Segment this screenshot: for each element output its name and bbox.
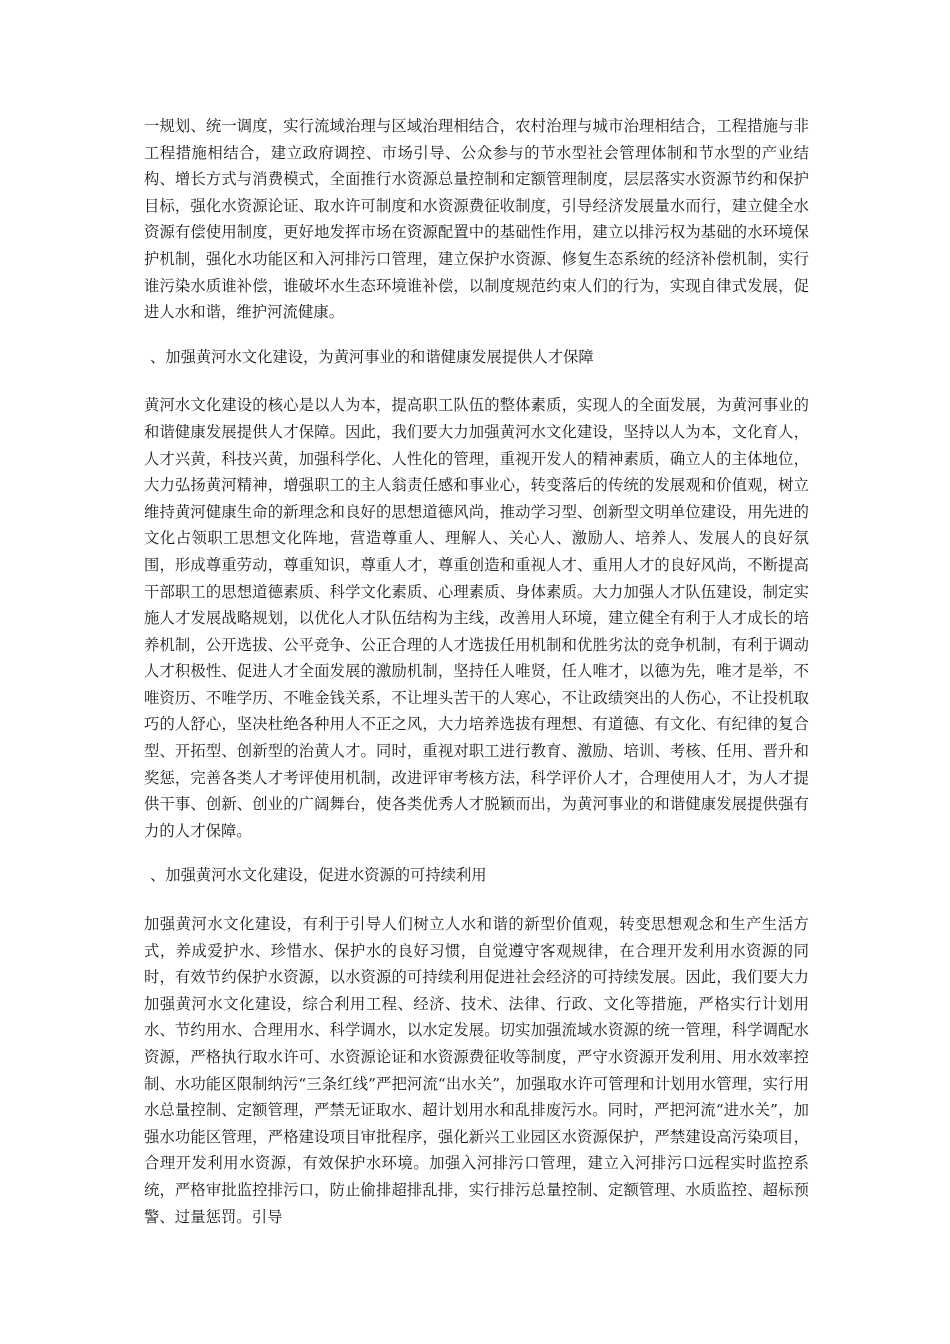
spacer (144, 370, 809, 392)
document-page (144, 113, 809, 1230)
section-heading-talent: 、加强黄河水文化建设，为黄河事业的和谐健康发展提供人才保障 (150, 347, 594, 366)
spacer (144, 844, 809, 862)
paragraph-talent: 黄河水文化建设的核心是以人为本，提高职工队伍的整体素质，实现人的全面发展，为黄河事业的和谐健康发展提供人才保障。因此，我们要大力加强黄河水文化建设，坚持以人为本，文化育人，人才兴黄，科技兴黄，加强科学化、人性化的管理，重视开发人的精神素质，确立人的主体地位，大力弘扬黄河精神，增强职工的主人翁责任感和事业心，转变落后的传统的发展观和价值观，树立维持黄河健康生命的新理念和良好的思想道德风尚，推动学习型、创新型文明单位建设，用先进的文化占领职工思想文化阵地，营造尊重人、理解人、关心人、激励人、培养人、发展人的良好氛围，形成尊重劳动，尊重知识，尊重人才，尊重创造和重视人才、重用人才的良好风尚，不断提高干部职工的思想道德素质、科学文化素质、心理素质、身体素质。大力加强人才队伍建设，制定实施人才发展战略规划，以优化人才队伍结构为主线，改善用人环境，建立健全有利于人才成长的培养机制，公开选拔、公平竞争、公正合理的人才选拔任用机制和优胜劣汰的竞争机制，有利于调动人才积极性、促进人才全面发展的激励机制，坚持任人唯贤，任人唯才，以德为先，唯才是举，不唯资历、不唯学历、不唯金钱关系，不让埋头苦干的人寒心，不让政绩突出的人伤心，不让投机取巧的人舒心，坚决杜绝各种用人不正之风，大力培养选拔有理想、有道德、有文化、有纪律的复合型、开拓型、创新型的治黄人才。同时，重视对职工进行教育、激励、培训、考核、任用、晋升和奖惩，完善各类人才考评使用机制，改进评审考核方法，科学评价人才，合理使用人才，为人才提供干事、创新、创业的广阔舞台，使各类优秀人才脱颖而出，为黄河事业的和谐健康发展提供强有力的人才保障。 (144, 396, 809, 840)
paragraph-water-resources: 加强黄河水文化建设，有利于引导人们树立人水和谐的新型价值观，转变思想观念和生产生活方式，养成爱护水、珍惜水、保护水的良好习惯，自觉遵守客观规律，在合理开发利用水资源的同时，有效节约保护水资源，以水资源的可持续利用促进社会经济的可持续发展。因此，我们要大力加强黄河水文化建设，综合利用工程、经济、技术、法律、行政、文化等措施，严格实行计划用水、节约用水、合理用水、科学调水，以水定发展。切实加强流域水资源的统一管理，科学调配水资源，严格执行取水许可、水资源论证和水资源费征收等制度，严守水资源开发利用、用水效率控制、水功能区限制纳污“三条红线”严把河流“出水关”，加强取水许可管理和计划用水管理，实行用水总量控制、定额管理，严禁无证取水、超计划用水和乱排废污水。同时，严把河流“进水关”，加强水功能区管理，严格建设项目审批程序，强化新兴工业园区水资源保护，严禁建设高污染项目，合理开发利用水资源，有效保护水环境。加强入河排污口管理，建立入河排污口远程实时监控系统，严格审批监控排污口，防止偷排超排乱排，实行排污总量控制、定额管理、水质监控、超标预警、过量惩罚。引导 (144, 915, 809, 1226)
spacer (144, 326, 809, 344)
paragraph-water-management: 一规划、统一调度，实行流域治理与区域治理相结合，农村治理与城市治理相结合，工程措施与非工程措施相结合，建立政府调控、市场引导、公众参与的节水型社会管理体制和节水型的产业结构、增长方式与消费模式，全面推行水资源总量控制和定额管理制度，层层落实水资源节约和保护目标，强化水资源论证、取水许可制度和水资源费征收制度，引导经济发展量水而行，建立健全水资源有偿使用制度，更好地发挥市场在资源配置中的基础性作用，建立以排污权为基础的水环境保护机制，强化水功能区和入河排污口管理，建立保护水资源、修复生态系统的经济补偿机制，实行谁污染水质谁补偿，谁破坏水生态环境谁补偿，以制度规范约束人们的行为，实现自律式发展，促进人水和谐，维护河流健康。 (144, 117, 809, 322)
spacer (144, 889, 809, 911)
section-heading-water-resources: 、加强黄河水文化建设，促进水资源的可持续利用 (150, 866, 487, 885)
